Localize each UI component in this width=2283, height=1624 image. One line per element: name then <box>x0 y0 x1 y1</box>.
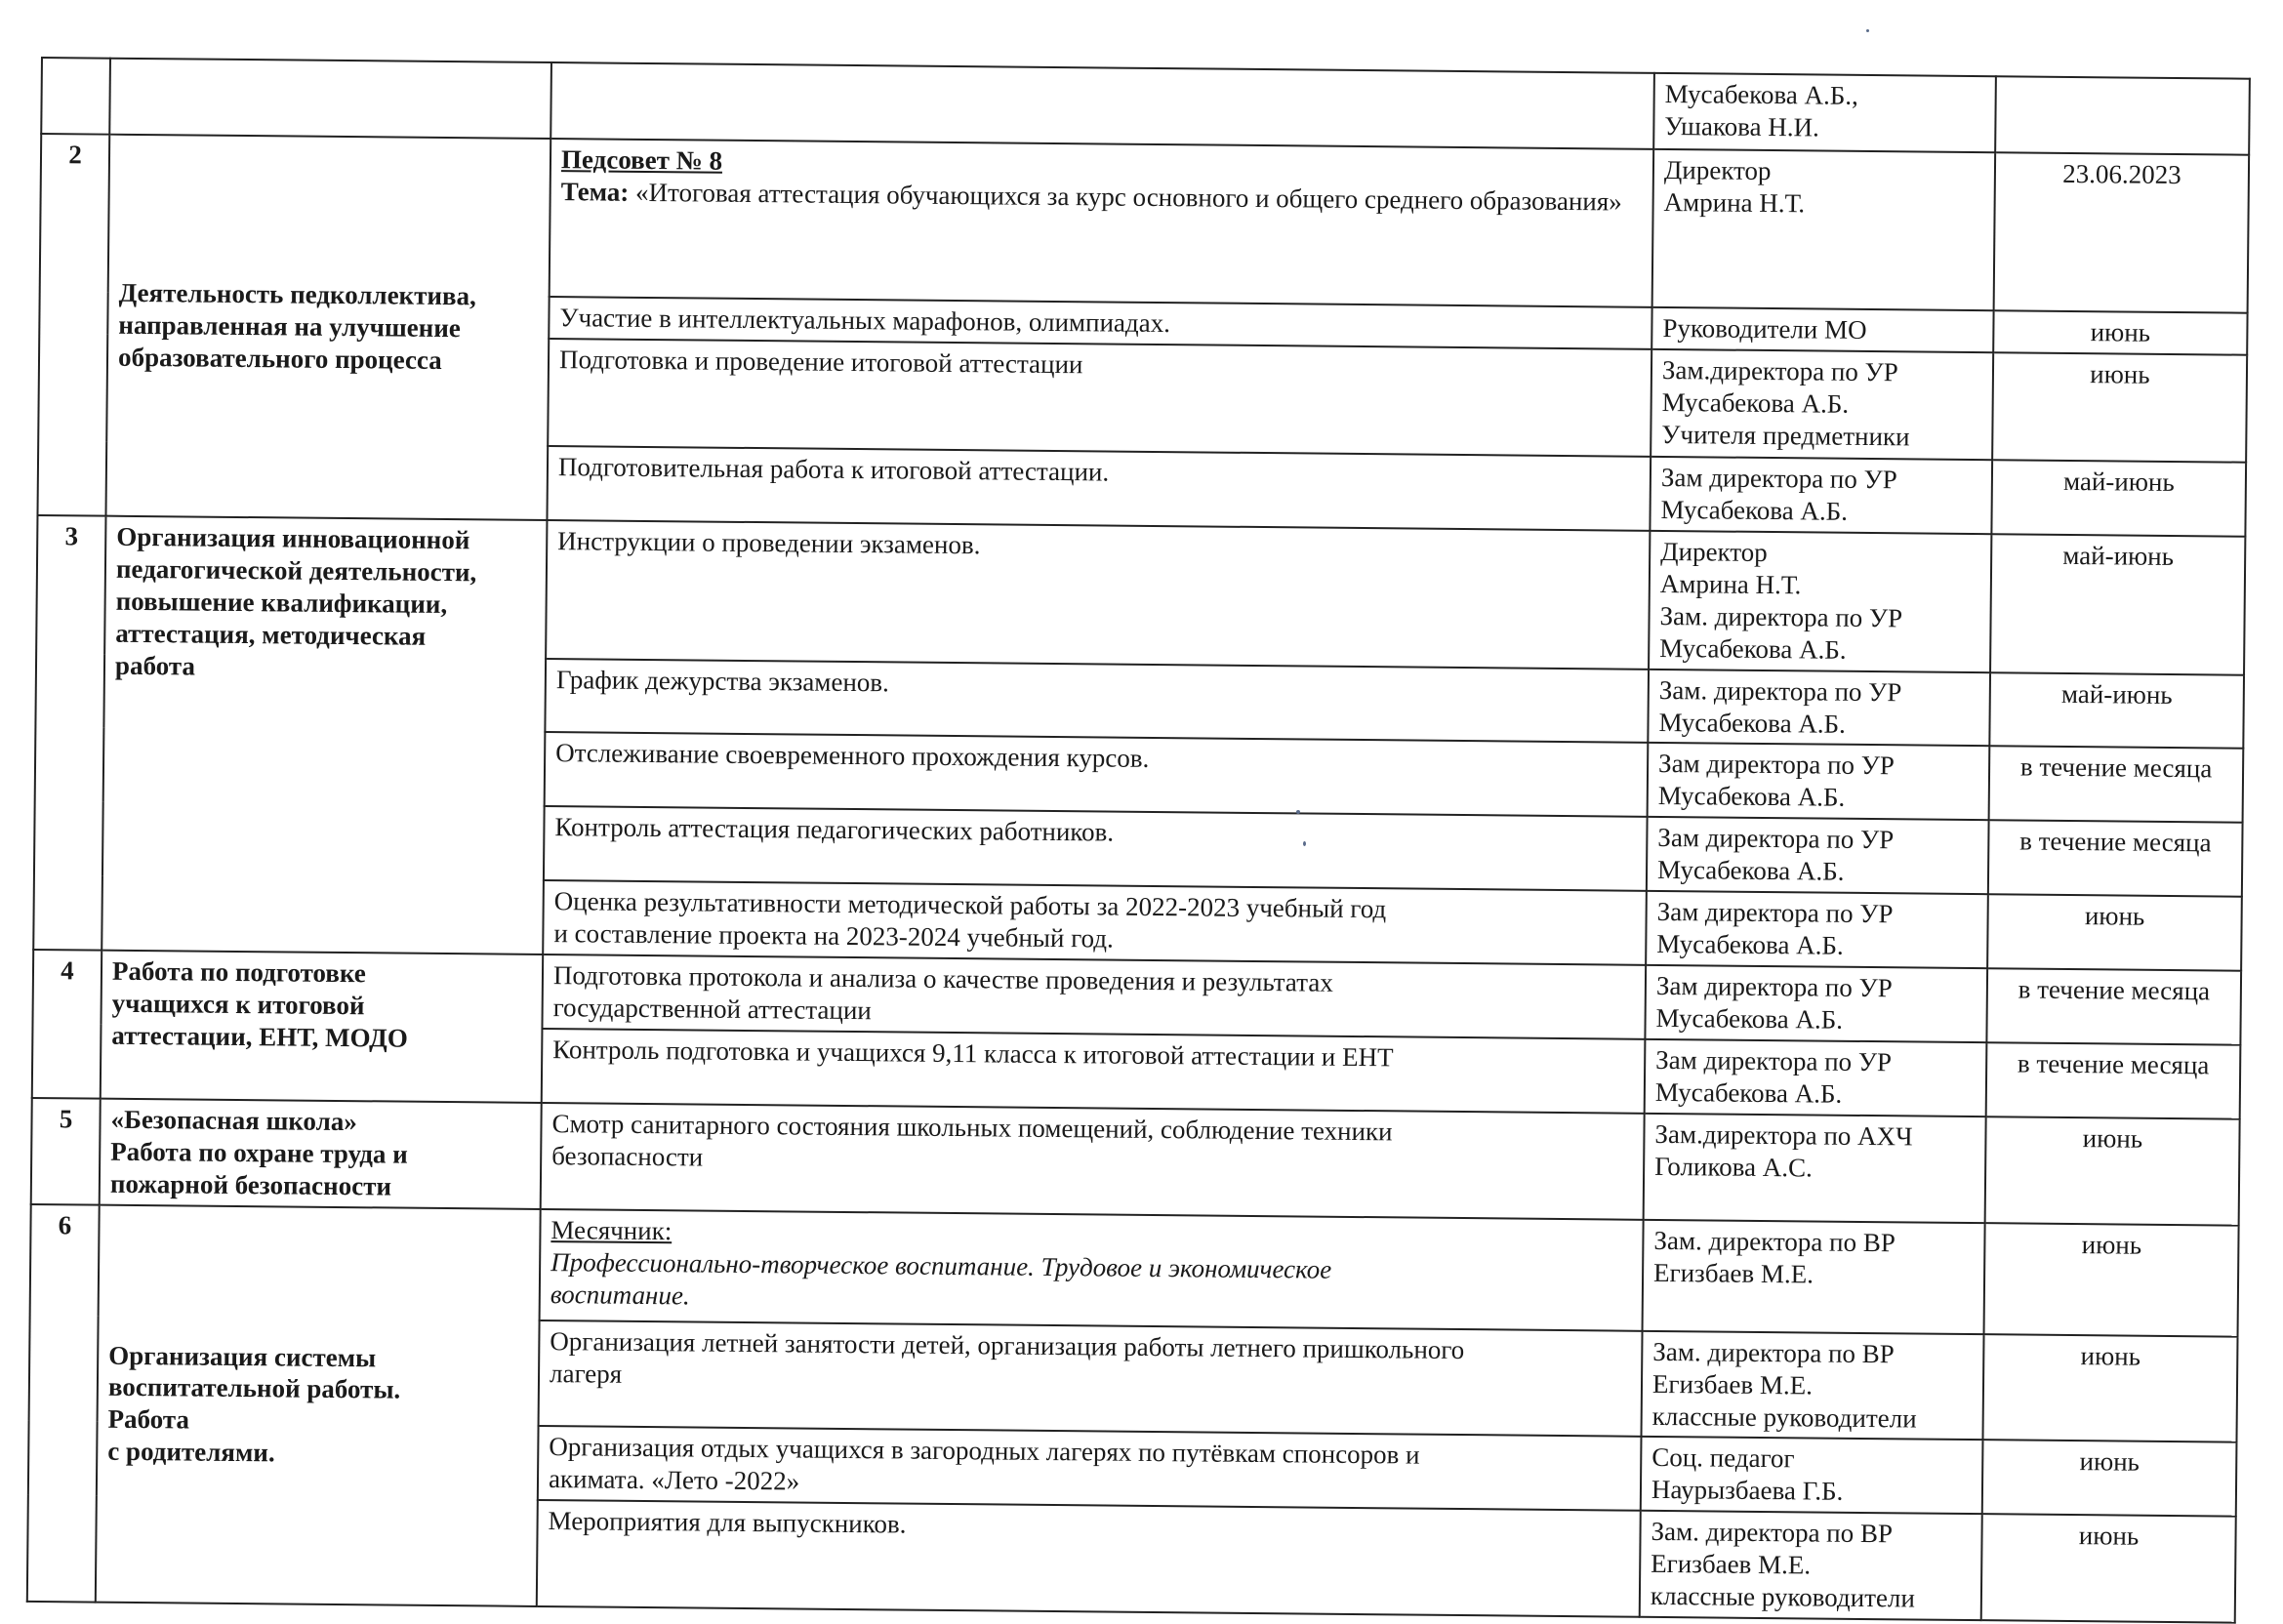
section-title-line: с родителями. <box>107 1437 275 1468</box>
section-title <box>96 1204 541 1606</box>
activity-cell: Мероприятия для выпускников. <box>537 1500 1641 1617</box>
date-cell: в течение месяца <box>1986 1042 2241 1118</box>
section-title-line: Организация инновационной <box>116 521 470 555</box>
table-row <box>36 515 2245 674</box>
activity-line: Смотр санитарного состояния школьных помещений, соблюдение техники <box>551 1108 1393 1147</box>
section-title-line: аттестация, методическая <box>115 618 427 651</box>
section-title <box>102 515 547 954</box>
responsible-cell <box>1645 1039 1987 1116</box>
responsible-cell <box>1652 149 1996 310</box>
section-title-line: Работа <box>107 1404 190 1435</box>
responsible-cell <box>1643 1219 1985 1333</box>
responsible-line: Зам директора по УР <box>1655 1044 1893 1077</box>
responsible-line: Егизбаев М.Е. <box>1652 1257 1814 1289</box>
responsible-cell <box>1646 891 1988 968</box>
section-title-line: воспитательной работы. <box>107 1372 401 1405</box>
responsible-line: Соц. педагог <box>1651 1442 1795 1474</box>
responsible-cell <box>1640 1511 1982 1620</box>
responsible-line: классные руководители <box>1650 1581 1916 1613</box>
responsible-line: Зам директора по УР <box>1657 749 1896 781</box>
responsible-line: Зам директора по УР <box>1656 897 1894 929</box>
section-title-line: направленная на улучшение <box>118 309 461 344</box>
activity-cell: Отслеживание своевременного прохождения курсов. <box>545 732 1649 817</box>
section-title-line: Деятельность педколлектива, <box>118 277 476 311</box>
activity-cell: Инструкции о проведении экзаменов. <box>546 520 1650 670</box>
responsible-line: Амрина Н.Т. <box>1659 568 1802 600</box>
activity-cell <box>543 880 1647 965</box>
table-row <box>31 1098 2240 1226</box>
section-title <box>100 1098 542 1208</box>
topic-label: Тема: <box>560 177 630 207</box>
responsible-line: Зам.директора по УР <box>1661 354 1898 387</box>
activity-line: Подготовка протокола и анализа о качестве проведения и результатах <box>552 960 1333 997</box>
section-title-line: учащихся к итоговой <box>111 988 365 1021</box>
responsible-line: Зам директора по УР <box>1660 462 1897 495</box>
date-cell: в течение месяца <box>1988 821 2243 897</box>
date-cell: 23.06.2023 <box>1994 152 2250 312</box>
responsible-line: Мусабекова А.Б. <box>1656 929 1844 960</box>
date-cell: май-июнь <box>1991 460 2246 536</box>
date-cell: июнь <box>1982 1334 2237 1442</box>
responsible-line: Мусабекова А.Б. <box>1654 1076 1843 1109</box>
activity-line: Организация летней занятости детей, организация работы летнего пришкольного <box>550 1325 1465 1364</box>
activity-cell <box>540 1209 1644 1331</box>
activity-cell: Участие в интеллектуальных марафонов, олимпиадах. <box>549 297 1651 349</box>
responsible-line: Зам. директора по ВР <box>1652 1336 1895 1368</box>
responsible-cell <box>1653 73 1996 152</box>
row-number <box>41 58 110 135</box>
responsible-cell <box>1644 1114 1986 1223</box>
date-cell: май-июнь <box>1990 534 2245 674</box>
section-title-line: работа <box>114 650 196 681</box>
responsible-line: Зам директора по УР <box>1657 823 1895 855</box>
row-number: 5 <box>31 1098 101 1204</box>
section-title-line: аттестации, ЕНТ, МОДО <box>111 1020 408 1053</box>
responsible-line: Зам. директора по ВР <box>1651 1517 1894 1549</box>
row-number: 2 <box>37 134 109 515</box>
section-title-line: Организация системы <box>108 1340 377 1372</box>
section-title-line: педагогической деятельности, <box>115 553 477 588</box>
responsible-line: Егизбаев М.Е. <box>1651 1368 1814 1401</box>
work-plan-table <box>26 57 2251 1624</box>
responsible-line: Голикова А.С. <box>1654 1151 1813 1183</box>
responsible-cell <box>1648 669 1990 746</box>
section-title-line: «Безопасная школа» <box>110 1104 357 1136</box>
responsible-line: Зам.директора по АХЧ <box>1654 1118 1913 1152</box>
section-title <box>101 951 543 1103</box>
activity-cell <box>550 139 1654 307</box>
date-cell: в течение месяца <box>1989 747 2244 823</box>
activity-line: Оценка результативности методической работы за 2022-2023 учебный год <box>553 886 1387 924</box>
responsible-line: Мусабекова А.Б. <box>1656 855 1845 887</box>
activity-cell: Контроль аттестация педагогических работников. <box>544 806 1648 891</box>
responsible-cell <box>1642 1330 1984 1440</box>
activity-cell <box>542 954 1646 1039</box>
responsible-line: Мусабекова А.Б. <box>1655 1002 1844 1035</box>
section-title-line: Работа по подготовке <box>111 955 366 989</box>
responsible-line: Директор <box>1663 154 1772 186</box>
activity-line: акимата. «Лето -2022» <box>548 1464 800 1496</box>
responsible-line: Амрина Н.Т. <box>1663 186 1806 219</box>
date-cell: июнь <box>1993 310 2247 354</box>
responsible-line: Мусабекова А.Б. <box>1661 386 1850 419</box>
activity-cell <box>541 1103 1645 1220</box>
responsible-line: Директор <box>1660 536 1768 567</box>
date-cell <box>1995 76 2250 154</box>
pedsovet-heading: Педсовет № 8 <box>560 144 723 176</box>
date-cell: июнь <box>1987 894 2242 970</box>
activity-line: государственной аттестации <box>552 993 872 1026</box>
activity-cell: Подготовка и проведение итоговой аттестации <box>548 339 1651 457</box>
section-title-line: Работа по охране труда и <box>110 1136 408 1169</box>
responsible-line: Зам. директора по ВР <box>1653 1225 1896 1257</box>
responsible-line: Зам. директора по УР <box>1658 674 1902 707</box>
scanned-page <box>26 57 2249 1613</box>
activity-line: лагеря <box>549 1358 623 1389</box>
scan-speck <box>1303 841 1306 846</box>
date-cell: июнь <box>1984 1223 2239 1336</box>
monthly-heading: Месячник: <box>550 1214 673 1245</box>
activity-line: и составление проекта на 2023-2024 учебный год. <box>553 918 1114 954</box>
responsible-cell <box>1650 457 1992 534</box>
responsible-line: Зам директора по УР <box>1655 970 1893 1003</box>
responsible-cell <box>1647 817 1989 894</box>
responsible-cell <box>1648 743 1990 820</box>
responsible-cell <box>1649 531 1991 672</box>
responsible-line: Наурызбаева Г.Б. <box>1651 1475 1844 1507</box>
responsible-line: Егизбаев М.Е. <box>1651 1549 1812 1580</box>
row-number: 6 <box>27 1204 100 1603</box>
responsible-cell <box>1651 349 1993 460</box>
topic-value: «Итоговая аттестация обучающихся за курс основного и общего среднего образования» <box>629 177 1622 217</box>
row-number: 4 <box>32 950 102 1098</box>
table-row <box>40 134 2249 313</box>
date-cell: июнь <box>1982 1441 2237 1517</box>
responsible-line: Мусабекова А.Б. <box>1659 632 1847 665</box>
responsible-line: Зам. директора по УР <box>1659 600 1903 633</box>
responsible-cell <box>1651 307 1993 352</box>
section-title <box>109 59 551 139</box>
activity-line: воспитание. <box>550 1279 690 1310</box>
responsible-line: Мусабекова А.Б. <box>1657 781 1846 813</box>
responsible-cell <box>1641 1437 1983 1514</box>
section-title <box>105 135 550 520</box>
activity-cell: График дежурства экзаменов. <box>545 659 1649 744</box>
date-cell: июнь <box>1981 1514 2236 1622</box>
activity-line: Организация отдых учащихся в загородных лагерях по путёвкам спонсоров и <box>549 1432 1420 1471</box>
date-cell: в течение месяца <box>1986 968 2241 1044</box>
date-cell: июнь <box>1985 1116 2240 1225</box>
responsible-line: Мусабекова А.Б., <box>1664 78 1858 110</box>
responsible-cell <box>1645 965 1987 1042</box>
responsible-line: классные руководители <box>1651 1401 1917 1434</box>
section-title-line: повышение квалификации, <box>115 586 448 619</box>
responsible-line: Учителя предметники <box>1661 419 1910 452</box>
activity-cell <box>550 62 1654 149</box>
activity-cell: Контроль подготовка и учащихся 9,11 класса к итоговой аттестации и ЕНТ <box>542 1029 1646 1114</box>
activity-cell: Подготовительная работа к итоговой аттестации. <box>547 446 1651 531</box>
section-title-line: образовательного процесса <box>117 342 442 375</box>
table-row <box>30 1204 2239 1337</box>
scan-speck <box>1296 810 1300 814</box>
row-number: 3 <box>33 515 105 951</box>
date-cell: май-июнь <box>1989 672 2244 749</box>
activity-line: Профессионально-творческое воспитание. Трудовое и экономическое <box>550 1246 1332 1284</box>
activity-cell <box>539 1320 1643 1438</box>
responsible-line: Руководители МО <box>1662 312 1867 345</box>
responsible-line: Ушакова Н.И. <box>1664 110 1819 142</box>
section-title-line: пожарной безопасности <box>109 1168 392 1201</box>
activity-cell <box>538 1426 1642 1511</box>
responsible-line: Мусабекова А.Б. <box>1660 494 1849 526</box>
scan-speck <box>1866 29 1869 32</box>
responsible-line: Мусабекова А.Б. <box>1658 707 1847 739</box>
activity-line: безопасности <box>551 1140 704 1172</box>
date-cell: июнь <box>1992 352 2247 462</box>
